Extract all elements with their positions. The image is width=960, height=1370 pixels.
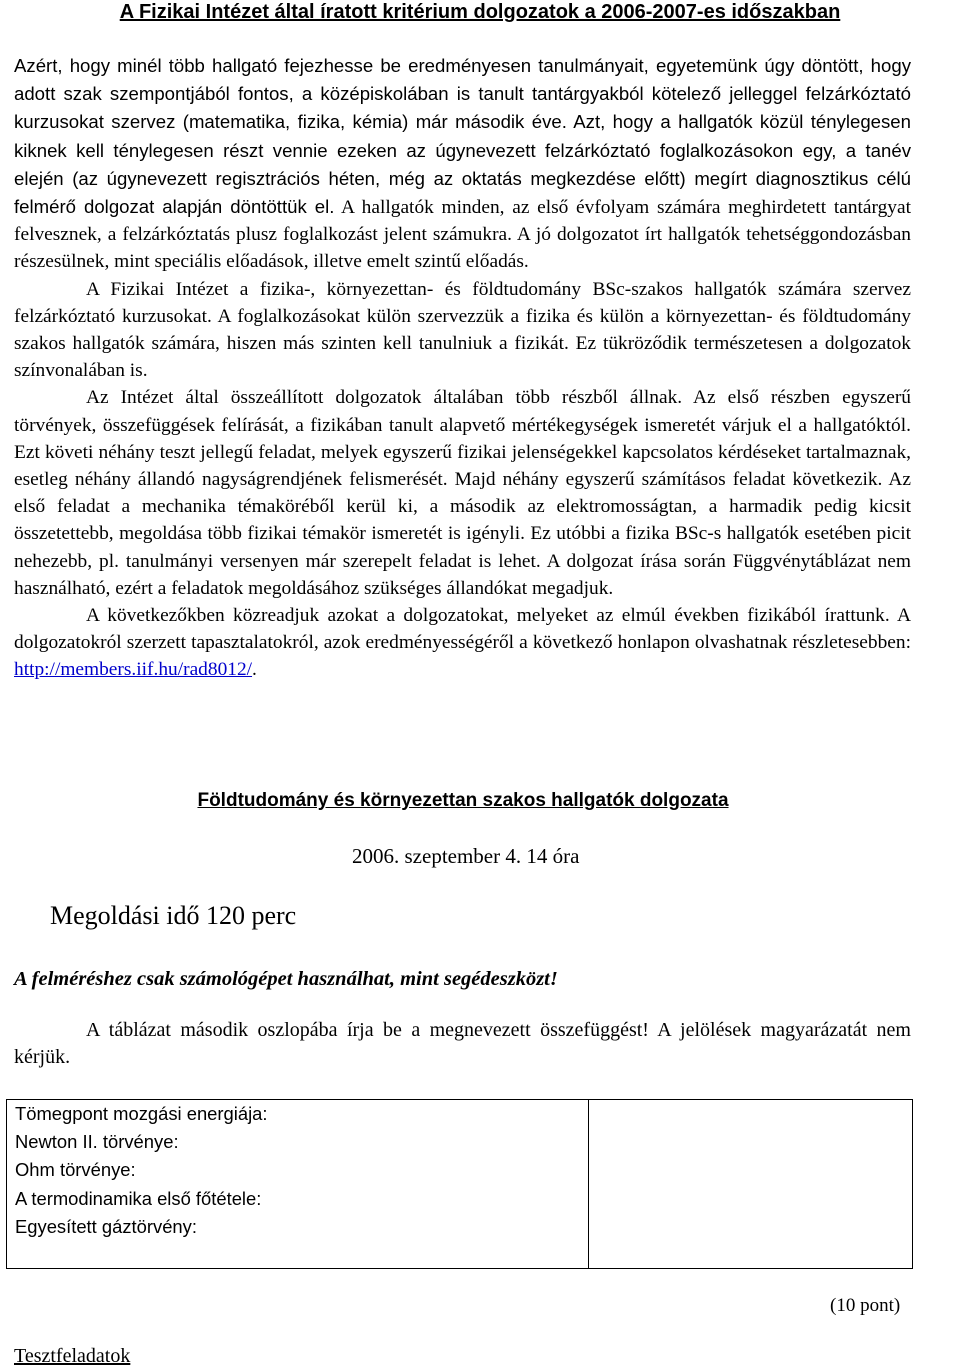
formula-label-ohm: Ohm törvénye:: [15, 1159, 136, 1181]
formula-label-thermo-first: A termodinamika első főtétele:: [15, 1187, 262, 1209]
calculator-note: A felméréshez csak számológépet használhat, mint segédeszközt!: [14, 968, 558, 990]
intro-paragraph-4-text: A következőkben közreadjuk azokat a dolgozatokat, melyeket az elmúl években fizikából írattunk. A dolgozatokról szerzett tapasztalatokról, azok eredményességéről a következő honlapon olvashatnak részletesebben:: [14, 605, 911, 654]
homepage-link[interactable]: http://members.iif.hu/rad8012/: [14, 659, 253, 681]
intro-paragraph-1: [14, 52, 911, 276]
intro-paragraph-2: A Fizikai Intézet a fizika-, környezettan- és földtudomány BSc-szakos hallgatók számára szervez felzárkóztató kurzusokat. A foglalkozásokat külön szervezzük a fizika és külön a környezettan- és földtudomány szakos hallgatók számára, hiszen más szinten kell tanulniuk a fizikát. Ez tükröződik természetesen a dolgozatok színvonalában is.: [14, 278, 911, 382]
points-label: (10 pont): [830, 1295, 901, 1316]
intro-paragraph-3: Az Intézet által összeállított dolgozatok általában több részből állnak. Az első részben egyszerű törvények, összefüggések felírását, a fizikában tanult alapvető mértékegységek ismeretét várjuk el a hallgatóktól. Ezt követi néhány teszt jellegű feladat, melyek egyszerű fizikai jelenségekkel kapcsolatos kérdéseket tartalmaznak, esetleg néhány állandó nagyságrendjének felismerését. Majd néhány egyszerű számításos feladat következik. Az első feladat a mechanika témaköréből kerül ki, a második az elektromosságtan, a harmadik pedig kicsit összetettebb, megoldása több fizikai témakör ismeretét is igényli. Ez utóbbi a fizika BSc-s hallgatók esetében picit nehezebb, pl. tanulmányi versenyen már szerepelt feladat is lehet. A dolgozat írása során Függvénytáblázat nem használható, ezért a feladatok megoldásához szükséges állandókat megadjuk.: [14, 387, 911, 599]
formula-label-newton-second: Newton II. törvénye:: [15, 1131, 179, 1153]
formula-label-gas-law: Egyesített gáztörvény:: [15, 1215, 197, 1237]
formula-table-row: [7, 1100, 913, 1269]
formula-label-kinetic-energy: Tömegpont mozgási energiája:: [15, 1103, 268, 1124]
next-section-heading: Tesztfeladatok: [14, 1345, 131, 1367]
intro-body: [14, 52, 911, 684]
document-title: A Fizikai Intézet által íratott kritérium dolgozatok a 2006-2007-es időszakban: [119, 1, 841, 23]
exam-instruction: A táblázat második oszlopába írja be a megnevezett összefüggést! A jelölések magyarázatát nem kérjük.: [14, 1019, 911, 1068]
formula-labels-cell: [7, 1100, 589, 1269]
intro-paragraph-4-end: .: [252, 659, 257, 681]
exam-date: 2006. szeptember 4. 14 óra: [352, 844, 580, 868]
exam-time-limit: Megoldási idő 120 perc: [50, 901, 297, 930]
intro-paragraph-4: [14, 602, 911, 684]
intro-paragraph-1-cont: A hallgatók minden, az első évfolyam számára meghirdetett tantárgyat felvesznek, a felzárkóztatás plusz foglalkozást jelent számukra. A jó dolgozatot írt hallgatók tehetséggondozásban részesülnek, mint speciális előadások, illetve emelt szintű előadás.: [14, 197, 912, 273]
intro-paragraph-1-text: Azért, hogy minél több hallgató fejezhesse be eredményesen tanulmányait, egyetemünk úgy döntött, hogy adott szak szempontjából fontos, a középiskolában is tanult tantárgyakból kötelező jelleggel felzárkóztató kurzusokat szervez (matematika, fizika, kémia) már második éve. Azt, hogy a hallgatók közül ténylegesen kiknek kell ténylegesen részt vennie ezeken az úgynevezett felzárkóztató foglalkozásokon egy, a tanév elején (az úgynevezett regisztrációs héten, még az oktatás megkezdése előtt) megírt diagnosztikus célú felmérő dolgozat alapján döntöttük el.: [14, 55, 911, 218]
exam-subtitle: Földtudomány és környezettan szakos hallgatók dolgozata: [197, 790, 729, 811]
formula-table: [6, 1099, 913, 1269]
formula-answer-cell[interactable]: [589, 1100, 913, 1269]
